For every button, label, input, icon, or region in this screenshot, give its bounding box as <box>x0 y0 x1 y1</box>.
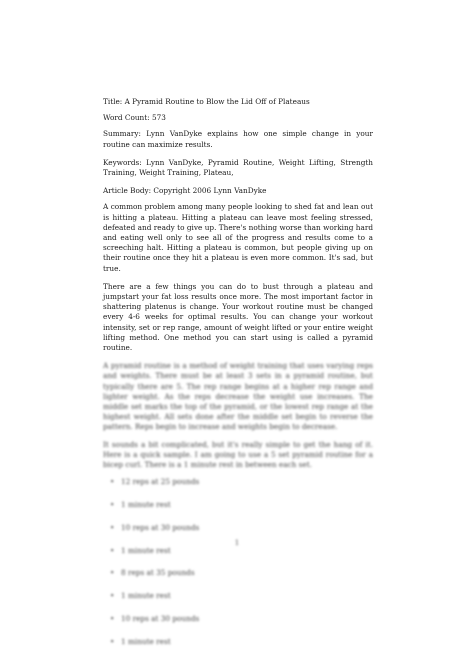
summary-line: Summary: Lynn VanDyke explains how one simple change in your routine can maximize results. <box>103 129 373 149</box>
body-paragraph: A common problem among many people looking to shed fat and lean out is hitting a plateau. Hitting a plateau can leave most feeling stressed, defeated and ready to give up. There's nothing worse than working hard and eating well only to see all of the progress and results come to a screeching halt. Hitting a plateau is common, but people giving up on their routine once they hit a plateau is even more common. It's sad, but true. <box>103 202 373 273</box>
page-number: 1 <box>234 539 240 547</box>
list-item: • 1 minute rest <box>121 500 373 510</box>
blurred-paragraph: A pyramid routine is a method of weight training that uses varying reps and weights. There must be at least 3 sets in a pyramid routine, but typically there are 5. The rep range begins at a higher rep range and lighter weight. As the reps decrease the weight use increases. The middle set marks the top of the pyramid, or the lowest rep range at the highest weight. All sets done after the middle set begin to reverse the pattern. Reps begin to increase and weights begin to decrease. <box>103 361 373 432</box>
list-item: • 1 minute rest <box>121 637 373 647</box>
word-count-line: Word Count: 573 <box>103 113 166 123</box>
list-item: • 1 minute rest <box>121 591 373 601</box>
blurred-paragraph: It sounds a bit complicated, but it's really simple to get the hang of it. Here is a quick sample. I am going to use a 5 set pyramid routine for a bicep curl. There is a 1 minute rest in between each set. <box>103 439 373 470</box>
body-paragraph: There are a few things you can do to bust through a plateau and jumpstart your fat loss results once more. The most important factor in shattering platenus is change. Your workout routine must be changed every 4-6 weeks for optimal results. You can change your workout intensity, set or rep range, amount of weight lifted or your entire weight lifting method. One method you can start using is called a pyramid routine. <box>103 281 373 353</box>
list-item: • 10 reps at 30 pounds <box>121 523 373 533</box>
blurred-section <box>103 361 373 647</box>
list-item: • 12 reps at 25 pounds <box>121 477 373 487</box>
list-item: • 1 minute rest <box>121 546 373 556</box>
list-item: • 8 reps at 35 pounds <box>121 568 373 578</box>
document-content <box>103 97 373 660</box>
keywords-line: Keywords: Lynn VanDyke, Pyramid Routine, Weight Lifting, Strength Training, Weight Training, Plateau, <box>103 157 373 178</box>
article-body-line: Article Body: Copyright 2006 Lynn VanDyke <box>103 186 267 196</box>
sample-routine-list <box>103 477 373 647</box>
title-line: Title: A Pyramid Routine to Blow the Lid Off of Plateaus <box>103 97 310 106</box>
list-item: • 10 reps at 30 pounds <box>121 614 373 624</box>
